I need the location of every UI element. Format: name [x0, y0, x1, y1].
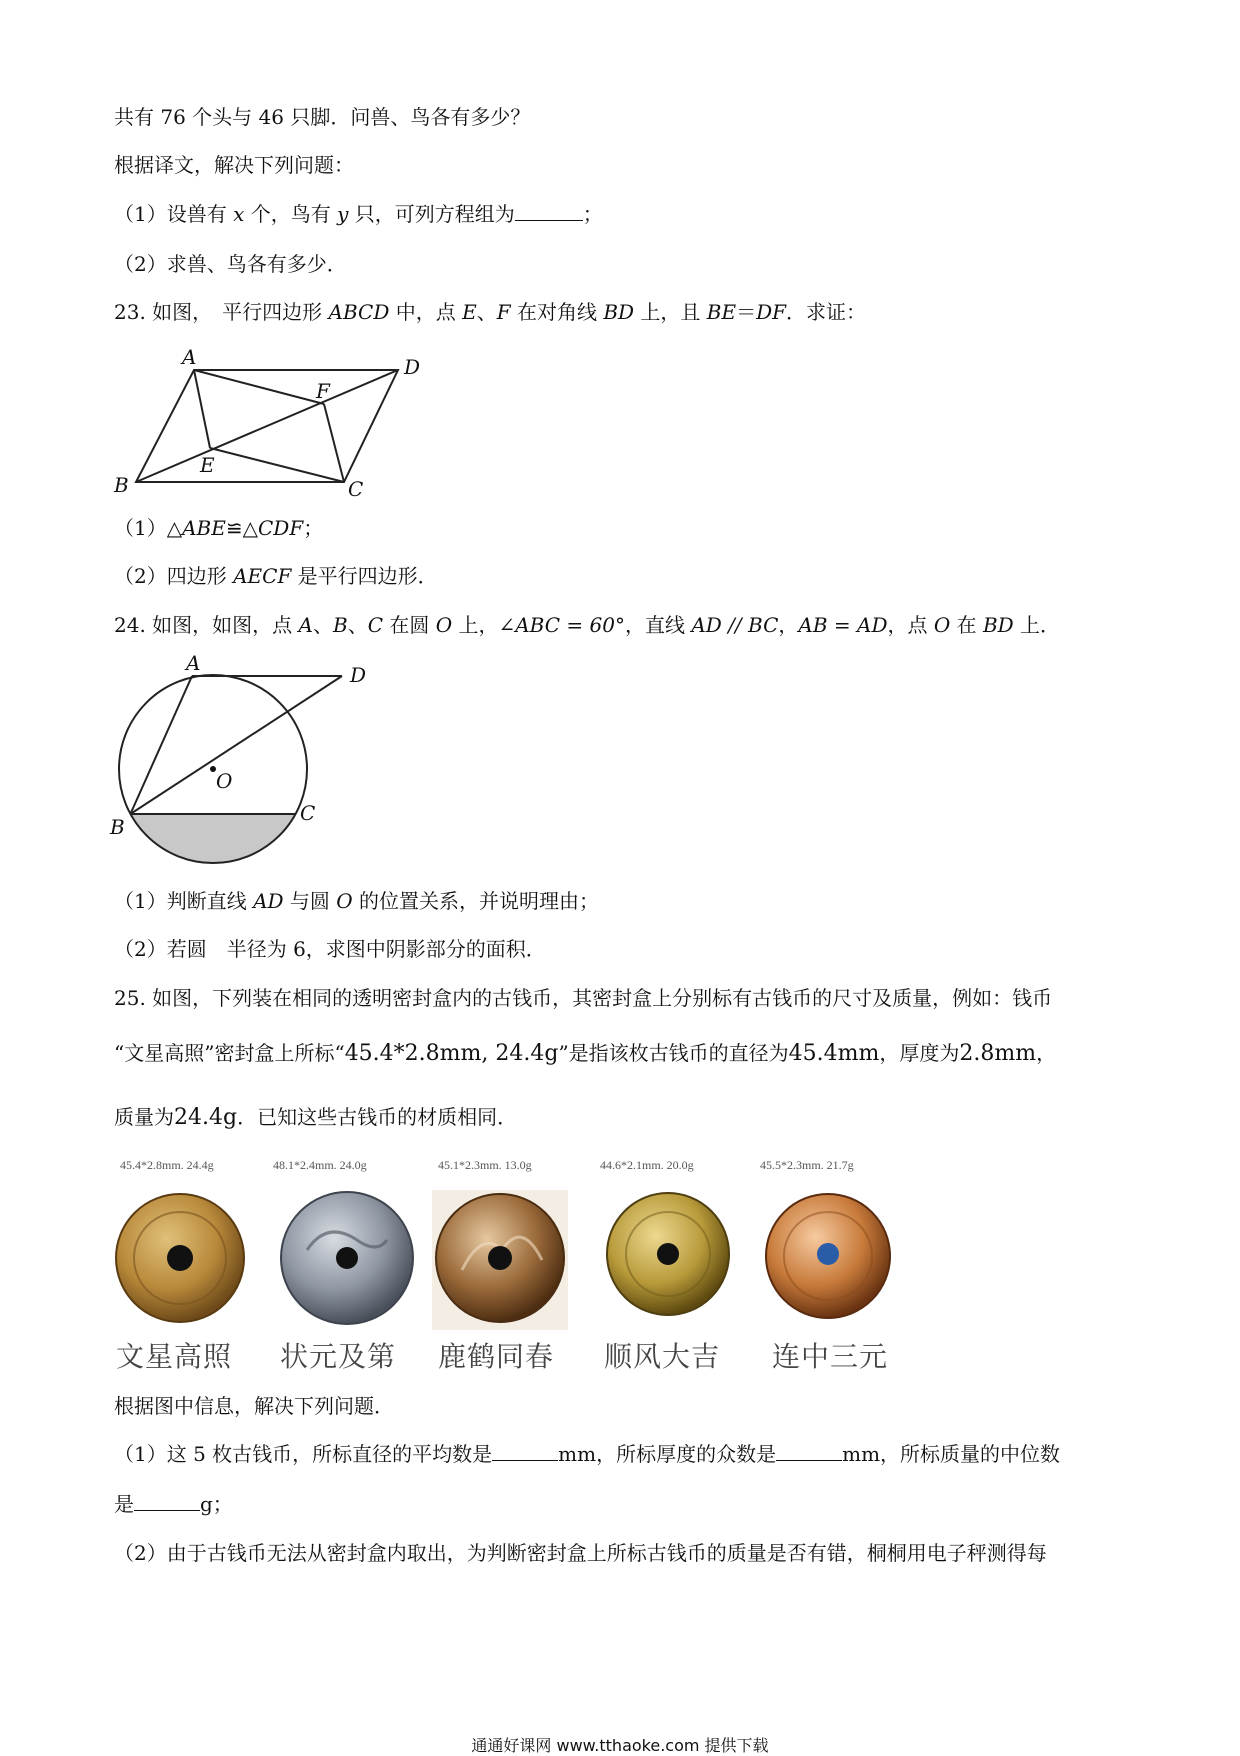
text: ．已知这些古钱币的材质相同． [237, 1105, 518, 1129]
text-line: 根据图中信息，解决下列问题． [114, 1394, 394, 1418]
coin-caption: 44.6*2.1mm. 20.0g [600, 1158, 694, 1172]
text: mm，所标厚度的众数是 [558, 1442, 777, 1466]
text: ”是指该枚古钱币的直径为 [558, 1041, 789, 1065]
math: 45.4*2.8mm, 24.4g [344, 1041, 559, 1066]
text: ，厚度为 [879, 1041, 960, 1065]
text: 只，可列方程组为 [348, 202, 515, 226]
label-a: A [182, 345, 197, 369]
var-y: y [337, 202, 349, 226]
parallelogram-figure [108, 344, 428, 502]
segment-fc [324, 404, 344, 482]
text: 24. 如图，如图，点 [114, 613, 299, 637]
label-o: O [216, 769, 233, 793]
coin-name: 文星高照 [116, 1340, 233, 1373]
text: 23. 如图， 平行四边形 [114, 300, 329, 324]
answer-blank[interactable] [776, 1442, 842, 1461]
text: 的位置关系，并说明理由； [352, 889, 600, 913]
text: ， [778, 613, 799, 637]
circle-figure [106, 654, 426, 870]
text: 在对角线 [510, 300, 604, 324]
text: 上， [452, 613, 499, 637]
question-part: （2）求兽、鸟各有多少． [114, 252, 347, 276]
math: AB = AD [798, 613, 888, 637]
diagonal-bd [136, 370, 398, 482]
text: 、 [312, 613, 333, 637]
coin-image [432, 1190, 568, 1330]
text: 、 [347, 613, 368, 637]
text: 在圆 [383, 613, 436, 637]
question-part [114, 1490, 233, 1518]
text: 是平行四边形． [291, 564, 438, 588]
text: （1）设兽有 [114, 202, 234, 226]
text: 个，鸟有 [244, 202, 338, 226]
coin-image [273, 1190, 421, 1330]
math: O [336, 889, 353, 913]
text: mm，所标质量的中位数 [842, 1442, 1061, 1466]
label-d: D [350, 663, 367, 687]
text: ．求证： [786, 300, 866, 324]
math: ABE [182, 516, 226, 540]
text: g； [200, 1492, 233, 1516]
math: A [298, 613, 313, 637]
text: ≌△ [225, 516, 258, 540]
math: ABCD [328, 300, 390, 324]
text: 中，点 [389, 300, 463, 324]
segment-af [194, 370, 324, 404]
math: AECF [233, 564, 292, 588]
segment-ae [194, 370, 210, 448]
label-d: D [404, 355, 421, 379]
math: CDF [258, 516, 304, 540]
answer-blank[interactable] [134, 1492, 200, 1511]
text: ＝ [736, 300, 757, 324]
math: O [933, 613, 951, 637]
text: ，直线 [624, 613, 692, 637]
question-24 [114, 611, 1060, 639]
label-c: C [300, 801, 316, 825]
text: （1）判断直线 [114, 889, 254, 913]
coin-name: 顺风大吉 [604, 1340, 721, 1373]
math: 2.8mm [959, 1041, 1037, 1066]
text: 质量为 [114, 1105, 174, 1129]
question-23 [114, 298, 866, 326]
text: 、 [476, 300, 497, 324]
coin-name: 连中三元 [772, 1340, 889, 1373]
math: BE [706, 300, 737, 324]
coin-name: 状元及第 [280, 1340, 397, 1373]
question-part: （2）若圆 半径为 6，求图中阴影部分的面积． [114, 937, 546, 961]
math: DF [756, 300, 786, 324]
text: 在 [950, 613, 983, 637]
math: C [367, 613, 383, 637]
answer-blank[interactable] [515, 202, 583, 221]
math: 45.4mm [788, 1041, 880, 1066]
coin-caption: 45.4*2.8mm. 24.4g [120, 1158, 214, 1172]
text-line: 根据译文，解决下列问题： [114, 153, 354, 177]
text: （2）四边形 [114, 564, 234, 588]
text: “文星高照”密封盒上所标“ [114, 1041, 345, 1065]
coin-caption: 45.5*2.3mm. 21.7g [760, 1158, 854, 1172]
coin-caption: 45.1*2.3mm. 13.0g [438, 1158, 532, 1172]
segment-ec [210, 448, 344, 482]
question-part: （2）由于古钱币无法从密封盒内取出，为判断密封盒上所标古钱币的质量是否有错，桐桐用电子秤测得每 [114, 1541, 1047, 1565]
text: 是 [114, 1492, 134, 1516]
math: E [462, 300, 477, 324]
text: 与圆 [283, 889, 337, 913]
footer: 通通好课网 www.tthaoke.com 提供下载 [471, 1736, 769, 1755]
label-c: C [348, 477, 364, 501]
coin-image [764, 1190, 892, 1326]
text: ； [303, 516, 324, 540]
text: ； [582, 202, 603, 226]
text: 上，且 [634, 300, 707, 324]
math: F [496, 300, 511, 324]
question-25-line [114, 1103, 517, 1132]
question-part [114, 200, 603, 228]
math: AD [253, 889, 284, 913]
math: 24.4g [174, 1105, 238, 1130]
text: （1）△ [114, 516, 183, 540]
coin-image [112, 1190, 248, 1326]
question-25: 25. 如图，下列装在相同的透明密封盒内的古钱币，其密封盒上分别标有古钱币的尺寸及质量，例如：钱币 [114, 986, 1053, 1010]
question-part [114, 887, 599, 915]
label-e: E [200, 453, 215, 477]
label-a: A [186, 654, 201, 675]
question-part [114, 514, 323, 542]
math: O [435, 613, 453, 637]
math: BD [982, 613, 1014, 637]
question-part [114, 1440, 1060, 1468]
label-b: B [110, 815, 125, 839]
text: ，点 [887, 613, 934, 637]
math: B [332, 613, 348, 637]
math: AD // BC [691, 613, 779, 637]
label-f: F [316, 379, 330, 403]
coin-image [604, 1190, 732, 1318]
coin-name: 鹿鹤同春 [438, 1340, 555, 1373]
shaded-segment [130, 814, 295, 863]
text-line: 共有 76 个头与 46 只脚．问兽、鸟各有多少？ [114, 105, 531, 129]
label-b: B [114, 473, 129, 497]
coin-caption: 48.1*2.4mm. 24.0g [273, 1158, 367, 1172]
question-part [114, 562, 438, 590]
var-x: x [233, 202, 245, 226]
text: （1）这 5 枚古钱币，所标直径的平均数是 [114, 1442, 493, 1466]
question-25-line [114, 1039, 1056, 1068]
math: BD [603, 300, 635, 324]
text: 上． [1013, 613, 1061, 637]
math: ∠ABC = 60° [498, 613, 625, 637]
answer-blank[interactable] [492, 1442, 558, 1461]
text: ， [1036, 1041, 1057, 1065]
